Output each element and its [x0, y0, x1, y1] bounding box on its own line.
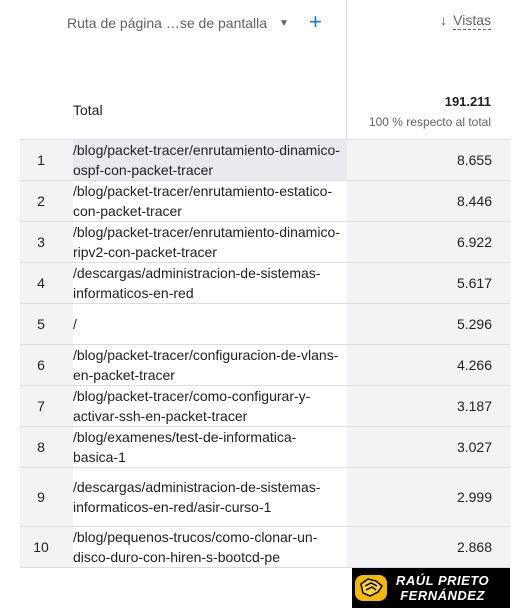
table-row[interactable] [20, 427, 510, 468]
total-value: 191.211 [444, 94, 491, 109]
table-row[interactable] [20, 386, 510, 427]
row-page-path[interactable]: /blog/packet-tracer/enrutamiento-dinamico-ripv2-con-packet-tracer [73, 222, 347, 262]
row-index: 9 [37, 489, 45, 505]
row-page-path[interactable]: /blog/packet-tracer/enrutamiento-estatico-con-packet-tracer [73, 181, 347, 221]
author-watermark [352, 568, 510, 608]
row-index: 2 [37, 193, 45, 209]
table-row[interactable] [20, 304, 510, 345]
row-views-value: 5.617 [456, 275, 492, 291]
row-views-value: 3.187 [456, 398, 492, 414]
row-views-value: 3.027 [456, 439, 492, 455]
author-logo-icon [354, 572, 388, 604]
row-index: 7 [37, 398, 45, 414]
row-views-value: 8.446 [456, 193, 492, 209]
table-row[interactable] [20, 527, 510, 568]
row-views-value: 5.296 [456, 316, 492, 332]
total-label: Total [73, 102, 103, 118]
table-row[interactable] [20, 222, 510, 263]
row-index: 1 [37, 152, 45, 168]
dropdown-caret-icon[interactable]: ▼ [279, 17, 289, 29]
row-page-path[interactable]: /descargas/administracion-de-sistemas-informaticos-en-red/asir-curso-1 [73, 468, 347, 526]
row-views-value: 4.266 [456, 357, 492, 373]
total-percent: 100 % respecto al total [368, 115, 491, 129]
author-name-line2: FERNÁNDEZ [400, 588, 485, 603]
table-row[interactable] [20, 345, 510, 386]
table-body [20, 139, 510, 568]
author-name-line1: RAÚL PRIETO [396, 573, 490, 588]
row-index: 6 [37, 357, 45, 373]
table-row[interactable] [20, 468, 510, 527]
metric-header-label[interactable]: Vistas [453, 12, 491, 28]
row-views-value: 8.655 [456, 152, 492, 168]
add-dimension-button[interactable]: + [309, 9, 322, 34]
row-views-value: 2.999 [456, 489, 492, 505]
row-page-path[interactable]: /descargas/administracion-de-sistemas-informaticos-en-red [73, 263, 347, 303]
row-index: 3 [37, 234, 45, 250]
sort-down-arrow-icon[interactable]: ↓ [440, 12, 448, 28]
dimension-column-header[interactable] [67, 15, 289, 31]
author-name [396, 573, 489, 603]
table-row[interactable] [20, 263, 510, 304]
row-page-path[interactable]: /blog/packet-tracer/como-configurar-y-activar-ssh-en-packet-tracer [73, 386, 347, 426]
row-page-path[interactable]: / [73, 304, 347, 344]
row-index: 5 [37, 316, 45, 332]
row-views-value: 6.922 [456, 234, 492, 250]
row-views-value: 2.868 [456, 539, 492, 555]
row-index: 8 [37, 439, 45, 455]
row-page-path[interactable]: /blog/packet-tracer/configuracion-de-vlans-en-packet-tracer [73, 345, 347, 385]
row-index: 10 [33, 539, 49, 555]
row-index: 4 [37, 275, 45, 291]
metric-column-header[interactable] [440, 12, 491, 28]
row-page-path[interactable]: /blog/pequenos-trucos/como-clonar-un-disco-duro-con-hiren-s-bootcd-pe [73, 527, 347, 567]
row-page-path[interactable]: /blog/examenes/test-de-informatica-basica-1 [73, 427, 347, 467]
table-row[interactable] [20, 139, 510, 181]
table-row[interactable] [20, 181, 510, 222]
row-page-path[interactable]: /blog/packet-tracer/enrutamiento-dinamico-ospf-con-packet-tracer [73, 140, 347, 180]
dimension-header-label: Ruta de página …se de pantalla [67, 15, 268, 31]
